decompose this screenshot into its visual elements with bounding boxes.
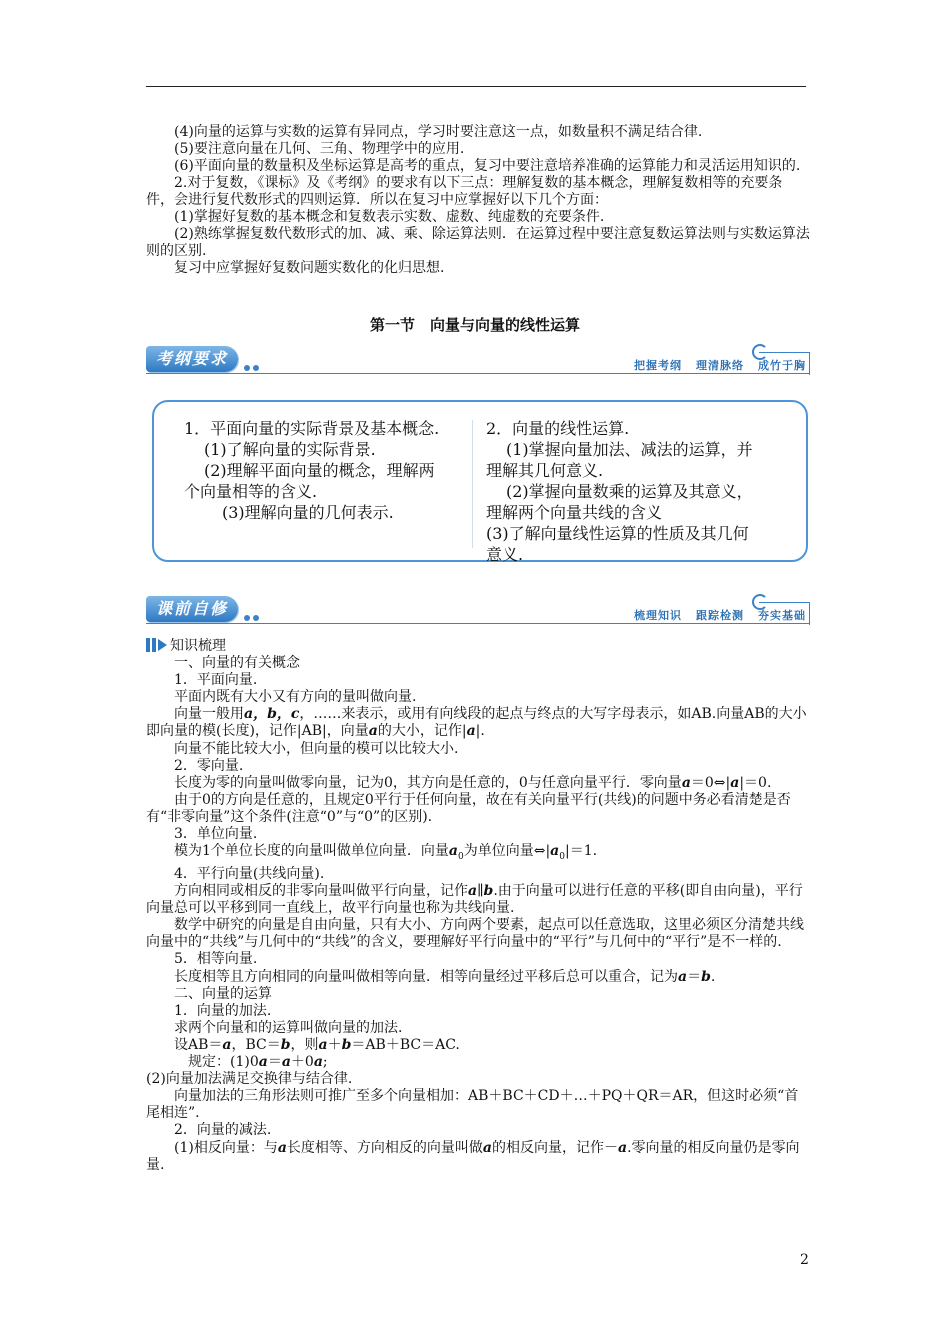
intro-paragraph: 复习中应掌握好复数问题实数化的化归思想. [174,260,445,276]
requirements-left [184,418,446,548]
band-tags [620,357,806,373]
band-tag: 把握考纲 [634,359,682,372]
knowledge-section: 知识梳理 一、向量的有关概念 1．平面向量. 平面内既有大小又有方向的量叫做向量. 向量一般用a，b，c，……来表示，或用有向线段的起点与终点的大写字母表示，如AB.向量AB的大小即向量的模(长度)，记作|AB|，向量a的大小，记作|a|. 向量不能比较大小，但向量的模可以比较大小. 2．零向量. 长度为零的向量叫做零向量，记为0，其方向是任意的，0与任意向量平行．零向量a＝0⇔|a|＝0. 由于0的方向是任意的，且规定0平行于任何向量，故在有关向量平行(共线)的问题中务必看清楚是否有“非零向量”这个条件(注意“0”与“0”的区别). 3．单位向量. 模为1个单位长度的向量叫做单位向量．向量$a_0$为单位向量$\Leftrightarrow|a_0|=1$. 4．平行向量(共线向量). 方向相同或相反的非零向量叫做平行向量，记作a∥b.由于向量可以进行任意的平移(即自由向量)，平行向量总可以平移到同一直线上，故平行向量也称为共线向量. 数学中研究的向量是自由向量，只有大小、方向两个要素，起点可以任意选取，这里必须区分清楚共线向量中的“共线”与几何中的“共线”的含义，要理解好平行向量中的“平行”与几何中的“平行”是不一样的. 5．相等向量. 长度相等且方向相同的向量叫做相等向量．相等向量经过平移后总可以重合，记为a＝b. 二、向量的运算 1．向量的加法. 求两个向量和的运算叫做向量的加法. 设AB＝a，BC＝b，则a＋b＝AB＋BC＝AC. 规定：(1)0a＝a＋0a; (2)向量加法满足交换律与结合律. 向量加法的三角形法则可推广至多个向量相加：AB＋BC＋CD＋…＋PQ＋QR＝AR，但这时必须“首尾相连”. 2．向量的减法. (1)相反向量：与a长度相等、方向相反的向量叫做a的相反向量，记作－a.零向量的相反向量仍是零向量. [146,638,810,1174]
requirement-item: 1．平面向量的实际背景及基本概念. [184,419,440,438]
band-tag: 理清脉络 [696,359,744,372]
intro-section [146,124,810,277]
intro-paragraph: (5)要注意向量在几何、三角、物理学中的应用. [174,141,465,157]
band-tag: 成竹于胸 [758,359,806,372]
section-title: 第一节 向量与向量的线性运算 [369,316,580,334]
intro-paragraph: (1)掌握好复数的基本概念和复数表示实数、虚数、纯虚数的充要条件. [174,209,605,225]
band-tags [620,607,806,623]
dots-icon [244,606,264,614]
page-number: 2 [800,1252,809,1268]
intro-paragraph: (6)平面向量的数量积及坐标运算是高考的重点，复习中要注意培养准确的运算能力和灵活运用知识的. [174,158,801,174]
knowledge-heading: 知识梳理 [146,638,810,655]
band-tag: 跟踪检测 [696,609,744,622]
requirement-item: (3)了解向量线性运算的性质及其几何意义. [486,524,749,564]
band-underline [146,373,810,374]
band-label: 考纲要求 [146,346,238,372]
requirements-divider [472,420,473,548]
requirements-right [486,418,758,564]
exam-requirements-band [146,344,810,374]
intro-paragraph: 2.对于复数，《课标》及《考纲》的要求有以下三点：理解复数的基本概念，理解复数相等的充要条件，会进行复代数形式的四则运算．所以在复习中应掌握好以下几个方面： [146,175,783,208]
requirement-item: (1)了解向量的实际背景. [204,440,376,459]
requirement-item: 2．向量的线性运算. [486,419,630,438]
requirement-item: (3)理解向量的几何表示. [222,503,394,522]
band-label: 课前自修 [146,596,238,622]
pre-study-band [146,594,810,624]
play-marker-icon [146,638,168,652]
band-tag: 梳理知识 [634,609,682,622]
requirement-item: (2)掌握向量数乘的运算及其意义，理解两个向量共线的含义 [486,482,753,522]
band-tag: 夯实基础 [758,609,806,622]
band-underline [146,623,810,624]
requirement-item: (2)理解平面向量的概念，理解两个向量相等的含义. [184,461,435,501]
intro-paragraph: (4)向量的运算与实数的运算有异同点，学习时要注意这一点，如数量积不满足结合律. [174,124,703,140]
dots-icon [244,356,264,364]
header-rule [146,86,806,87]
requirement-item: (1)掌握向量加法、减法的运算，并理解其几何意义. [486,440,753,480]
intro-paragraph: (2)熟练掌握复数代数形式的加、减、乘、除运算法则．在运算过程中要注意复数运算法则与实数运算法则的区别. [146,226,810,259]
